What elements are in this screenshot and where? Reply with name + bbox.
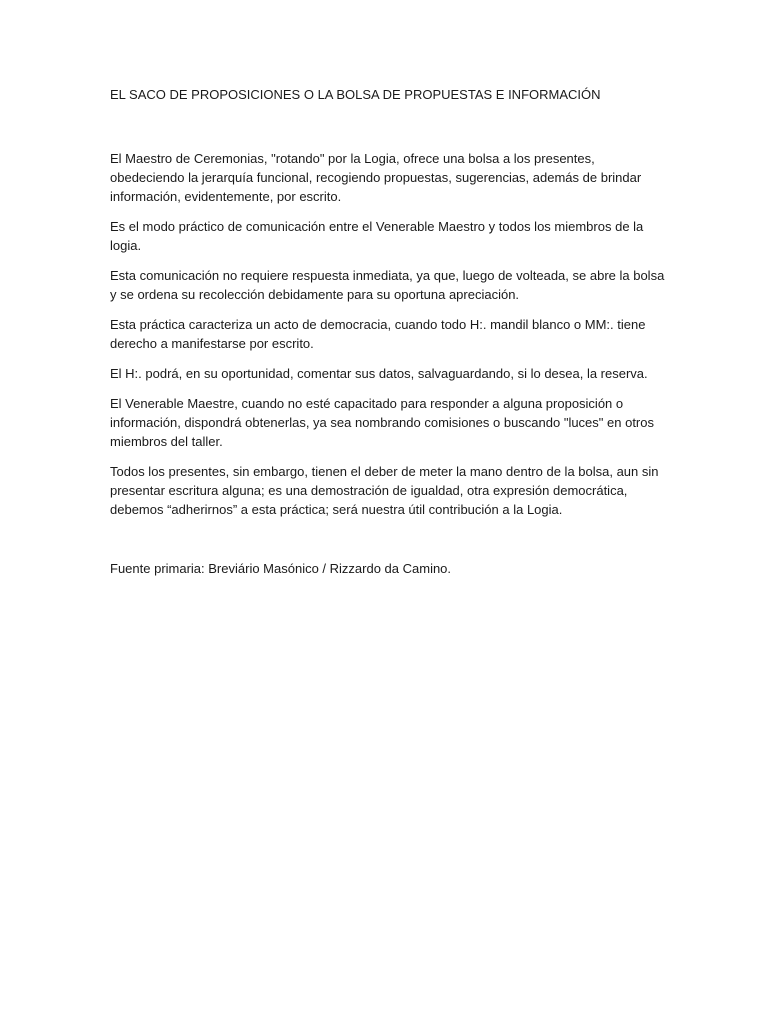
source-citation: Fuente primaria: Breviário Masónico / Rizzardo da Camino. [110, 561, 452, 576]
paragraph-2: Es el modo práctico de comunicación entre el Venerable Maestro y todos los miembros de la logia. [110, 219, 644, 253]
document-page [110, 85, 665, 589]
paragraph-6: El Venerable Maestre, cuando no esté capacitado para responder a alguna proposición o información, dispondrá obtenerlas, ya sea nombrando comisiones o buscando "luces" en otros miembros del taller. [110, 396, 654, 449]
paragraph-5: El H:. podrá, en su oportunidad, comentar sus datos, salvaguardando, si lo desea, la reserva. [110, 366, 648, 381]
paragraph-1: El Maestro de Ceremonias, "rotando" por la Logia, ofrece una bolsa a los presentes, obedeciendo la jerarquía funcional, recogiendo propuestas, sugerencias, además de brindar información, evidentemente, por escrito. [110, 151, 642, 204]
paragraph-4: Esta práctica caracteriza un acto de democracia, cuando todo H:. mandil blanco o MM:. tiene derecho a manifestarse por escrito. [110, 317, 646, 351]
paragraph-3: Esta comunicación no requiere respuesta inmediata, ya que, luego de volteada, se abre la bolsa y se ordena su recolección debidamente para su oportuna apreciación. [110, 268, 665, 302]
paragraph-7: Todos los presentes, sin embargo, tienen el deber de meter la mano dentro de la bolsa, aun sin presentar escritura alguna; es una demostración de igualdad, otra expresión democrática, debemos “adherirnos” a esta práctica; será nuestra útil contribución a la Logia. [110, 464, 659, 517]
document-title: EL SACO DE PROPOSICIONES O LA BOLSA DE PROPUESTAS E INFORMACIÓN [110, 87, 601, 102]
